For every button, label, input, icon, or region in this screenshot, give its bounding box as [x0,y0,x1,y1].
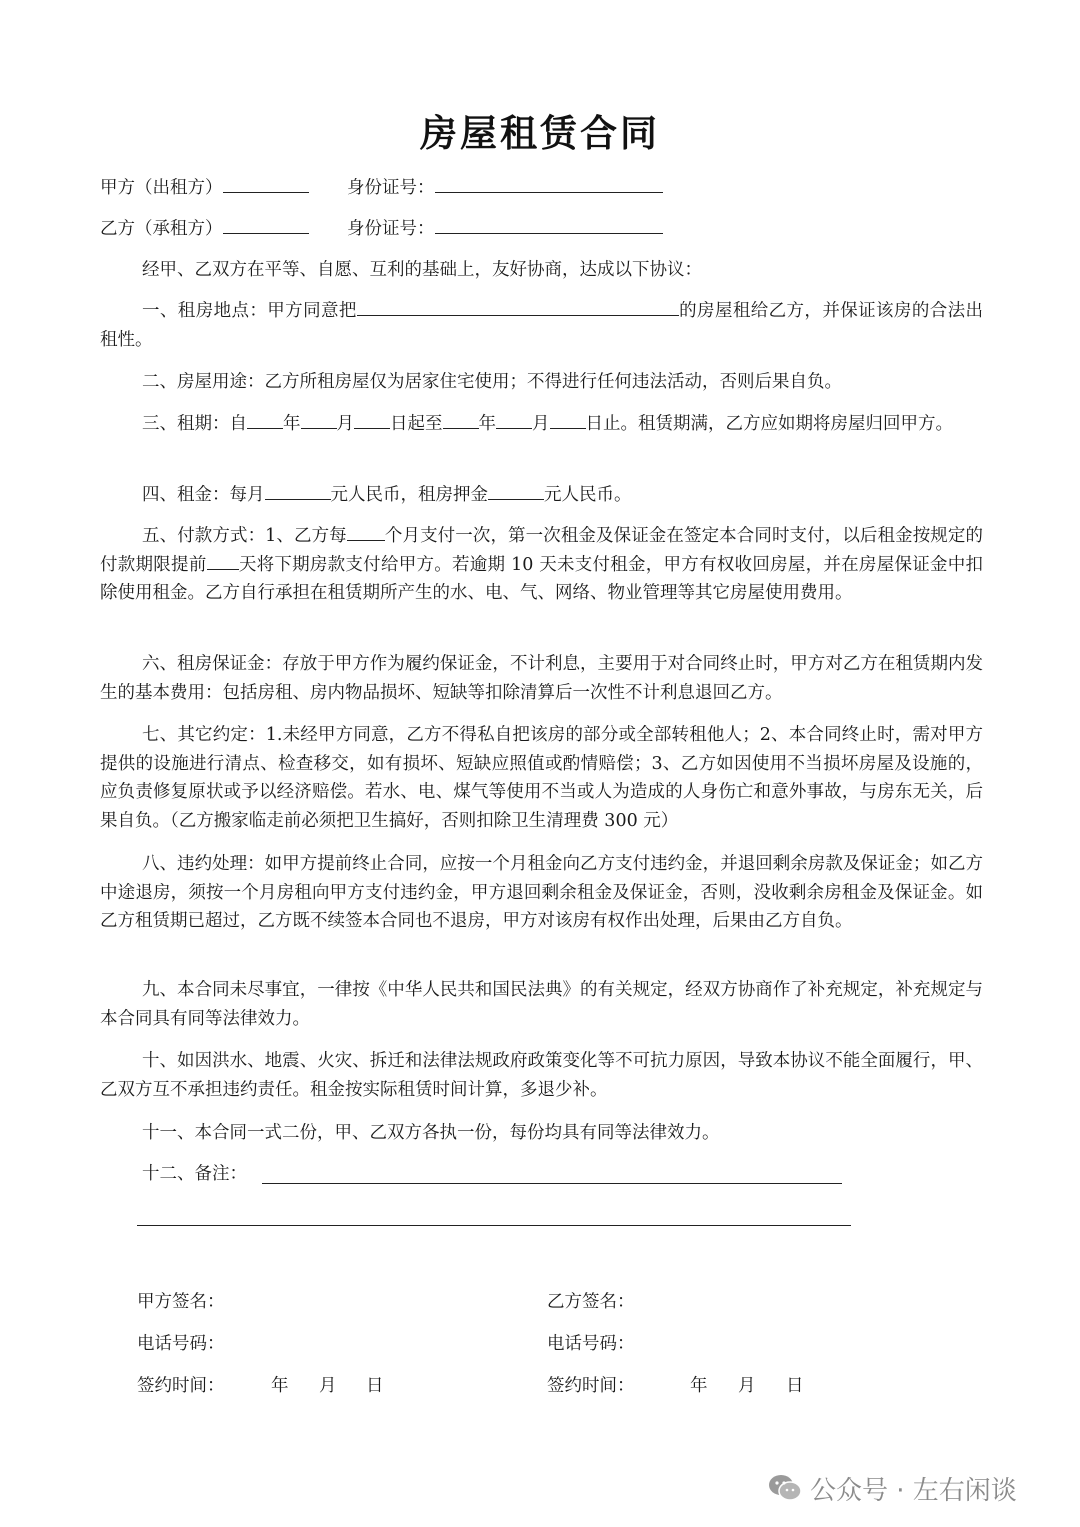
clause-2: 二、房屋用途：乙方所租房屋仅为居家住宅使用；不得进行任何违法活动，否则后果自负。 [142,372,842,392]
party-b-id-line [347,216,663,239]
clause-6: 六、租房保证金：存放于甲方作为履约保证金，不计利息，主要用于对合同终止时，甲方对乙方在租赁期内发生的基本费用：包括房租、房内物品损坏、短缺等扣除清算后一次性不计利息退回乙方。 [100,654,983,703]
clause-4-text-a: 四、租金：每月 [142,485,265,505]
clause-5-text-a: 五、付款方式：1、乙方每 [142,526,347,546]
party-a-line [100,175,309,198]
party-a-name-blank [223,175,309,193]
clause-3-month2-label: 月 [532,414,550,434]
clause-3-year-label: 年 [283,414,301,434]
party-a-id-label: 身份证号： [347,178,435,198]
clause-4 [100,481,983,510]
party-b-date-label: 签约时间： [547,1376,635,1396]
party-a-label: 甲方（出租方） [100,178,223,198]
watermark-text: 公众号 · 左右闲谈 [810,1475,1017,1506]
clause-5 [100,522,983,608]
clause-3 [100,410,983,439]
clause-1 [100,297,983,354]
clause-11: 十一、本合同一式二份，甲、乙双方各执一份，每份均具有同等法律效力。 [142,1123,720,1143]
intro-paragraph: 经甲、乙双方在平等、自愿、互利的基础上，友好协商，达成以下协议： [142,260,702,280]
clause-1-text-a: 一、租房地点：甲方同意把 [142,301,357,321]
clause-3-day-to-blank [550,410,586,429]
clause-3-day-from-blank [354,410,390,429]
clause-1-location-blank [357,297,679,316]
clause-5-months-blank [347,522,385,541]
clause-5-days-blank [207,551,239,570]
clause-3-year-from-blank [247,410,283,429]
party-b-id-blank [435,216,663,234]
party-b-id-label: 身份证号： [347,219,435,239]
document-title: 房屋租赁合同 [420,112,660,155]
party-b-signature-label: 乙方签名： [547,1292,635,1312]
clause-10: 十、如因洪水、地震、火灾、拆迁和法律法规政府政策变化等不可抗力原因，导致本协议不能全面履行，甲、乙双方互不承担违约责任。租金按实际租赁时间计算，多退少补。 [100,1051,983,1100]
clause-3-year2-label: 年 [478,414,496,434]
clause-3-day-from-label: 日起至 [390,414,443,434]
party-a-date-day: 日 [366,1376,384,1396]
party-a-phone-label: 电话号码： [137,1334,225,1354]
clause-3-month-from-blank [301,410,337,429]
party-a-date-label: 签约时间： [137,1376,225,1396]
clause-7: 七、其它约定：1.未经甲方同意，乙方不得私自把该房的部分或全部转租他人；2、本合同终止时，需对甲方提供的设施进行清点、检查移交，如有损坏、短缺应照值或酌情赔偿；3、乙方如因使用不当损坏房屋及设施的，应负责修复原状或予以经济赔偿。若水、电、煤气等使用不当或人为造成的人身伤亡和意外事故，与房东无关，后果自负。（乙方搬家临走前必须把卫生搞好，否则扣除卫生清理费 300 元） [100,725,983,831]
clause-3-month-label: 月 [336,414,354,434]
clause-4-rent-blank [265,481,331,500]
wechat-icon [768,1473,802,1503]
clause-5-text-c: 天将下期房款支付给甲方。若逾期 10 天未支付租金，甲方有权收回房屋，并在房屋保证金中扣除使用租金。乙方自行承担在租赁期所产生的水、电、气、网络、物业管理等其它房屋使用费用。 [100,554,984,603]
party-a-date-year: 年 [271,1376,289,1396]
clause-12: 十二、备注： [142,1164,247,1184]
remarks-line-1 [262,1183,842,1184]
clause-4-text-b: 元人民币，租房押金 [330,485,488,505]
clause-3-year-to-blank [443,410,479,429]
party-b-label: 乙方（承租方） [100,219,223,239]
clause-5-text-b: 个月支付一次，第一次租金及保证金在签定本合同时支付，以后租金按规定的付款期限提前 [100,526,984,575]
clause-4-text-c: 元人民币。 [544,485,632,505]
party-a-id-line [347,175,663,198]
watermark [768,1468,1017,1508]
clause-1-text-b: 的房屋租给乙方，并保证该房的合法出租性。 [100,301,984,350]
clause-8: 八、违约处理：如甲方提前终止合同，应按一个月租金向乙方支付违约金，并退回剩余房款及保证金；如乙方中途退房，须按一个月房租向甲方支付违约金，甲方退回剩余租金及保证金，否则，没收剩余房租金及保证金。如乙方租赁期已超过，乙方既不续签本合同也不退房，甲方对该房有权作出处理，后果由乙方自负。 [100,854,983,931]
party-b-date-day: 日 [786,1376,804,1396]
party-b-date-month: 月 [738,1376,756,1396]
remarks-line-2 [137,1225,851,1226]
party-a-date-month: 月 [319,1376,337,1396]
party-b-name-blank [223,216,309,234]
party-a-signature-label: 甲方签名： [137,1292,225,1312]
party-b-phone-label: 电话号码： [547,1334,635,1354]
party-b-line [100,216,309,239]
clause-4-deposit-blank [488,481,544,500]
clause-3-prefix: 三、租期：自 [142,414,247,434]
clause-3-month-to-blank [496,410,532,429]
party-a-id-blank [435,175,663,193]
clause-9: 九、本合同未尽事宜，一律按《中华人民共和国民法典》的有关规定，经双方协商作了补充规定，补充规定与本合同具有同等法律效力。 [100,980,983,1029]
clause-3-suffix: 日止。租赁期满，乙方应如期将房屋归回甲方。 [585,414,953,434]
party-b-date-year: 年 [690,1376,708,1396]
